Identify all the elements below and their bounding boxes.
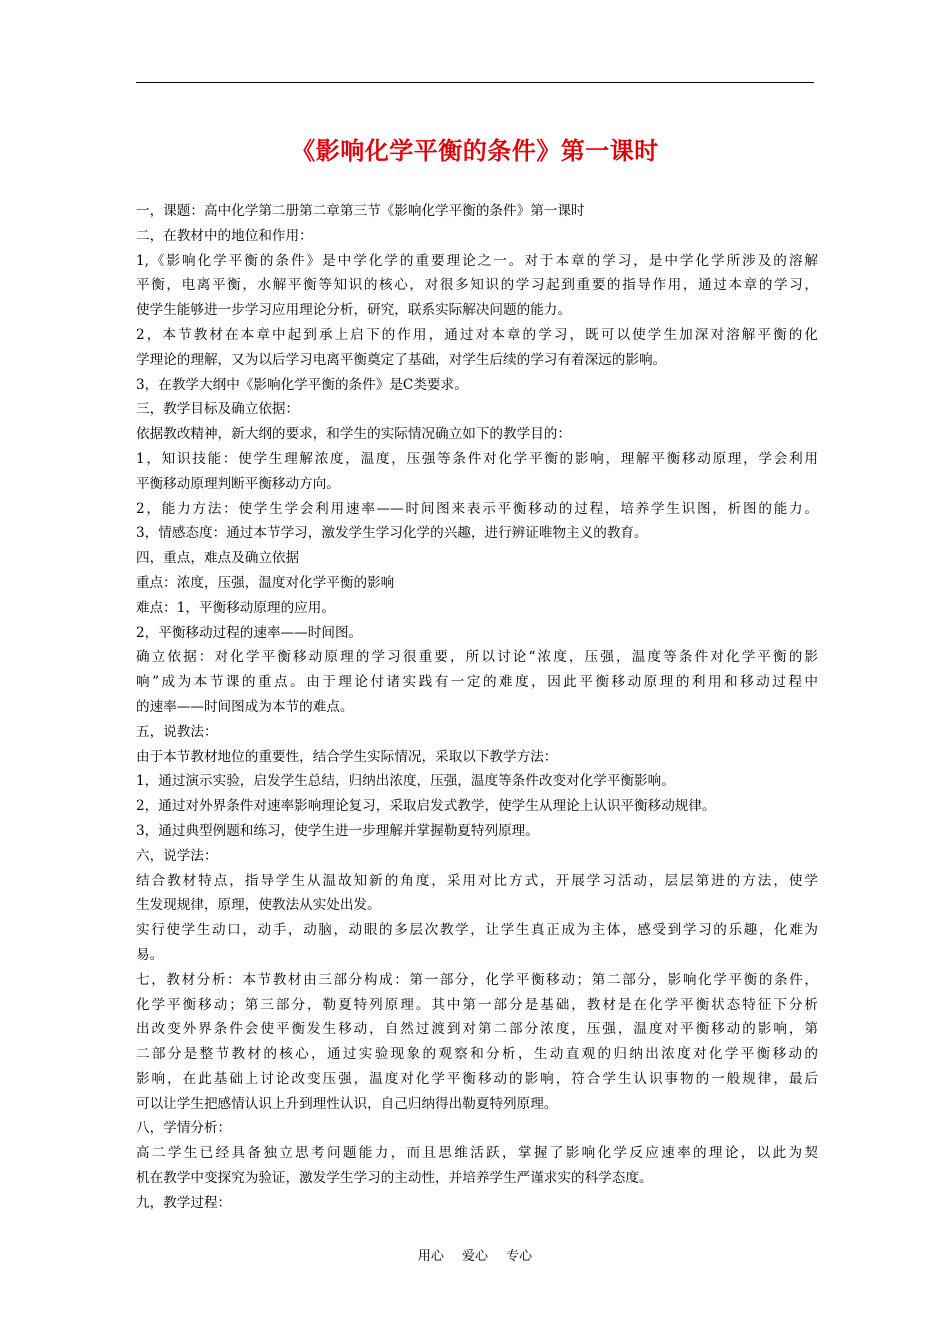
body-line: 出改变外界条件会使平衡发生移动，自然过渡到对第二部分浓度，压强，温度对平衡移动的影响，第 xyxy=(136,1021,818,1038)
body-line: 高二学生已经具备独立思考问题能力，而且思维活跃，掌握了影响化学反应速率的理论，以此为契 xyxy=(136,1145,818,1162)
body-line: 依据教改精神，新大纲的要求，和学生的实际情况确立如下的教学目的： xyxy=(136,426,571,443)
body-line: 3，情感态度：通过本节学习，激发学生学习化学的兴趣，进行辨证唯物主义的教育。 xyxy=(136,525,648,542)
body-line: 2，能力方法：使学生学会利用速率——时间图来表示平衡移动的过程，培养学生识图，析图的能力。 xyxy=(136,500,818,517)
body-line: 三，教学目标及确立依据： xyxy=(136,401,300,418)
body-line: 难点：1，平衡移动原理的应用。 xyxy=(136,599,335,616)
body-line: 实行使学生动口，动手，动脑，动眼的多层次教学，让学生真正成为主体，感受到学习的乐趣，化难为 xyxy=(136,922,818,939)
body-line: 2，平衡移动过程的速率——时间图。 xyxy=(136,624,363,641)
body-line: 学理论的理解，又为以后学习电离平衡奠定了基础，对学生后续的学习有着深远的影响。 xyxy=(136,351,667,368)
body-line: 八，学情分析： xyxy=(136,1120,232,1137)
body-line: 2，通过对外界条件对速率影响理论复习，采取启发式教学，使学生从理论上认识平衡移动规律。 xyxy=(136,798,716,815)
body-line: 1,《影响化学平衡的条件》是中学化学的重要理论之一。对于本章的学习，是中学化学所涉及的溶解 xyxy=(136,252,818,269)
body-line: 二部分是整节教材的核心，通过实验现象的观察和分析，生动直观的归纳出浓度对化学平衡移动的 xyxy=(136,1046,818,1063)
body-line: 使学生能够进一步学习应用理论分析，研究，联系实际解决问题的能力。 xyxy=(136,302,571,319)
body-line: 3，通过典型例题和练习，使学生进一步理解并掌握勒夏特列原理。 xyxy=(136,822,539,839)
body-line: 六，说学法： xyxy=(136,847,218,864)
body-line: 生发现规律，原理，使教法从实处出发。 xyxy=(136,897,381,914)
body-line: 一，课题：高中化学第二册第二章第三节《影响化学平衡的条件》第一课时 xyxy=(136,203,585,219)
body-line: 可以让学生把感情认识上升到理性认识，自己归纳得出勒夏特列原理。 xyxy=(136,1095,558,1112)
page-footer: 用心 爱心 专心 xyxy=(417,1249,533,1264)
body-line: 3，在教学大纲中《影响化学平衡的条件》是C类要求。 xyxy=(136,376,468,393)
body-line: 1，通过演示实验，启发学生总结，归纳出浓度，压强，温度等条件改变对化学平衡影响。 xyxy=(136,773,675,790)
body-line: 结合教材特点，指导学生从温故知新的角度，采用对比方式，开展学习活动，层层第进的方法，使学 xyxy=(136,872,818,889)
body-line: 五，说教法： xyxy=(136,723,218,740)
body-line: 由于本节教材地位的重要性，结合学生实际情况，采取以下教学方法： xyxy=(136,748,558,765)
body-line: 四，重点，难点及确立依据 xyxy=(136,550,300,567)
body-line: 影响，在此基础上讨论改变压强，温度对化学平衡移动的影响，符合学生认识事物的一般规律，最后 xyxy=(136,1070,818,1087)
body-line: 七，教材分析：本节教材由三部分构成：第一部分，化学平衡移动；第二部分，影响化学平衡的条件， xyxy=(136,971,818,988)
body-line: 平衡，电离平衡，水解平衡等知识的核心，对很多知识的学习起到重要的指导作用，通过本章的学习， xyxy=(136,277,818,294)
body-line: 的速率——时间图成为本节的难点。 xyxy=(136,698,354,715)
body-line: 确立依据：对化学平衡移动原理的学习很重要，所以讨论“浓度，压强，温度等条件对化学平衡的影 xyxy=(136,649,818,666)
body-line: 重点：浓度，压强，温度对化学平衡的影响 xyxy=(136,574,395,591)
document-title: 《影响化学平衡的条件》第一课时 xyxy=(291,137,659,165)
body-line: 2，本节教材在本章中起到承上启下的作用，通过对本章的学习，既可以使学生加深对溶解平衡的化 xyxy=(136,326,818,343)
body-line: 二，在教材中的地位和作用： xyxy=(136,227,313,244)
body-line: 1，知识技能：使学生理解浓度，温度，压强等条件对化学平衡的影响，理解平衡移动原理，学会利用 xyxy=(136,450,818,467)
body-line: 化学平衡移动；第三部分，勒夏特列原理。其中第一部分是基础，教材是在化学平衡状态特征下分析 xyxy=(136,996,818,1013)
body-line: 九，教学过程： xyxy=(136,1194,232,1211)
body-line: 机在教学中变探究为验证，激发学生学习的主动性，并培养学生严谨求实的科学态度。 xyxy=(136,1170,653,1187)
body-line: 响”成为本节课的重点。由于理论付诸实践有一定的难度，因此平衡移动原理的利用和移动过程中 xyxy=(136,674,818,691)
header-rule xyxy=(136,82,814,83)
document-body xyxy=(136,199,818,1216)
body-line: 易。 xyxy=(136,946,164,963)
body-line: 平衡移动原理判断平衡移动方向。 xyxy=(136,475,340,492)
